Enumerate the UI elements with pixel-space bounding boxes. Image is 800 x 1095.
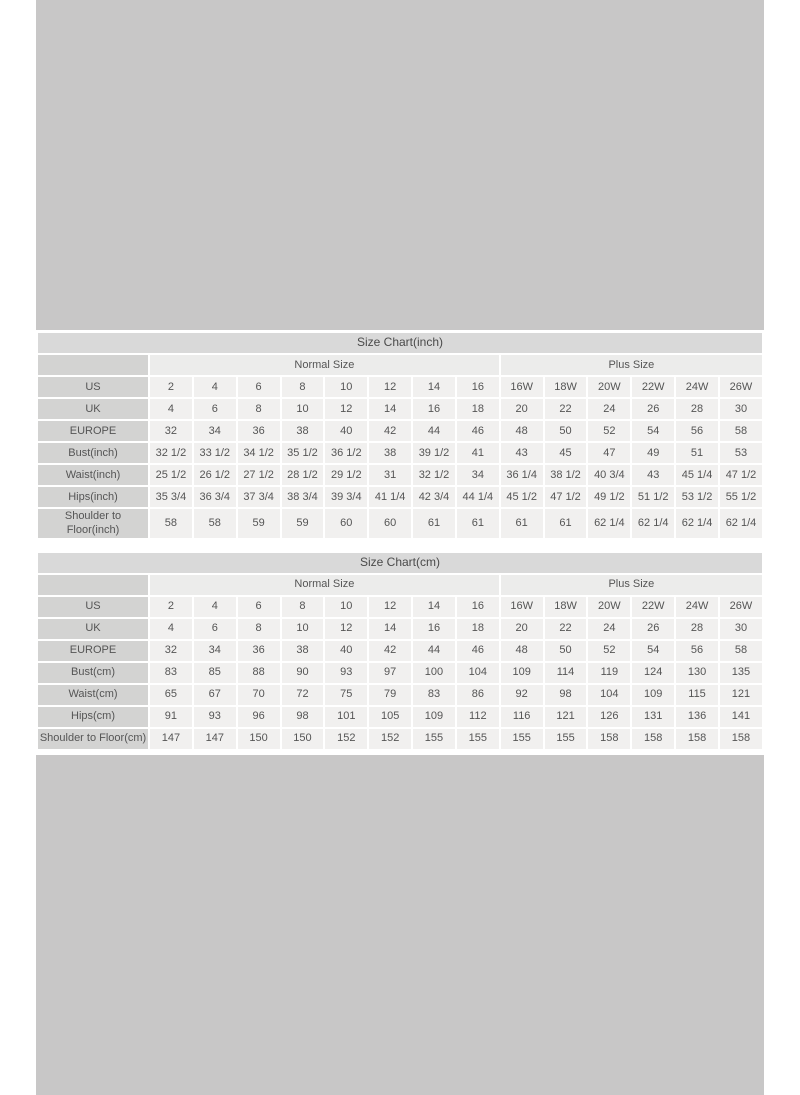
table-cell: 65 bbox=[150, 685, 192, 705]
table-cell: 90 bbox=[282, 663, 324, 683]
table-cell: 49 1/2 bbox=[588, 487, 630, 507]
table-cell: 24 bbox=[588, 619, 630, 639]
table-cell: 34 bbox=[194, 641, 236, 661]
column-group-label: Normal Size bbox=[150, 575, 499, 595]
table-cell: 52 bbox=[588, 421, 630, 441]
table-cell: 40 bbox=[325, 421, 367, 441]
table-cell: 121 bbox=[720, 685, 762, 705]
table-cell: 59 bbox=[282, 509, 324, 538]
table-cell: 6 bbox=[194, 619, 236, 639]
table-cell: 22 bbox=[545, 619, 587, 639]
table-cell: 62 1/4 bbox=[588, 509, 630, 538]
table-cell: 126 bbox=[588, 707, 630, 727]
table-cell: 72 bbox=[282, 685, 324, 705]
table-cell: 41 bbox=[457, 443, 499, 463]
table-cell: 49 bbox=[632, 443, 674, 463]
table-cell: 42 bbox=[369, 421, 411, 441]
table-cell: 20W bbox=[588, 597, 630, 617]
table-cell: 98 bbox=[545, 685, 587, 705]
row-label: Hips(cm) bbox=[38, 707, 148, 727]
table-cell: 105 bbox=[369, 707, 411, 727]
table-cell: 38 bbox=[282, 641, 324, 661]
table-cell: 79 bbox=[369, 685, 411, 705]
table-cell: 62 1/4 bbox=[720, 509, 762, 538]
table-cell: 47 1/2 bbox=[545, 487, 587, 507]
table-cell: 14 bbox=[369, 399, 411, 419]
table-cell: 26 1/2 bbox=[194, 465, 236, 485]
table-cell: 93 bbox=[194, 707, 236, 727]
table-cell: 34 1/2 bbox=[238, 443, 280, 463]
table-cell: 29 1/2 bbox=[325, 465, 367, 485]
row-label: Waist(inch) bbox=[38, 465, 148, 485]
table-cell: 16W bbox=[501, 597, 543, 617]
table-cell: 47 1/2 bbox=[720, 465, 762, 485]
size-chart-cm-table bbox=[36, 551, 764, 751]
table-cell: 44 bbox=[413, 641, 455, 661]
table-cell: 48 bbox=[501, 641, 543, 661]
table-cell: 61 bbox=[413, 509, 455, 538]
table-cell: 147 bbox=[194, 729, 236, 749]
table-cell: 46 bbox=[457, 421, 499, 441]
table-cell: 36 bbox=[238, 641, 280, 661]
table-cell: 36 3/4 bbox=[194, 487, 236, 507]
table-cell: 61 bbox=[457, 509, 499, 538]
row-label: Hips(inch) bbox=[38, 487, 148, 507]
content-column bbox=[36, 0, 764, 1095]
table-cell: 91 bbox=[150, 707, 192, 727]
table-cell: 40 3/4 bbox=[588, 465, 630, 485]
table-cell: 30 bbox=[720, 619, 762, 639]
table-cell: 92 bbox=[501, 685, 543, 705]
table-cell: 4 bbox=[150, 619, 192, 639]
table-cell: 97 bbox=[369, 663, 411, 683]
table-cell: 53 1/2 bbox=[676, 487, 718, 507]
table-cell: 8 bbox=[238, 399, 280, 419]
table-cell: 4 bbox=[194, 597, 236, 617]
table-cell: 58 bbox=[194, 509, 236, 538]
table-cell: 10 bbox=[282, 399, 324, 419]
table-cell: 20 bbox=[501, 399, 543, 419]
table-cell: 100 bbox=[413, 663, 455, 683]
table-cell: 38 bbox=[282, 421, 324, 441]
table-cell: 56 bbox=[676, 641, 718, 661]
table-cell: 2 bbox=[150, 597, 192, 617]
table-cell: 12 bbox=[369, 377, 411, 397]
table-cell: 135 bbox=[720, 663, 762, 683]
size-chart-inch-table bbox=[36, 331, 764, 540]
row-label: Bust(cm) bbox=[38, 663, 148, 683]
row-label: UK bbox=[38, 399, 148, 419]
table-cell: 8 bbox=[282, 377, 324, 397]
table-cell: 6 bbox=[238, 377, 280, 397]
table-cell: 35 1/2 bbox=[282, 443, 324, 463]
table-cell: 26 bbox=[632, 399, 674, 419]
table-cell: 58 bbox=[720, 641, 762, 661]
table-cell: 45 bbox=[545, 443, 587, 463]
row-label: Shoulder to Floor(inch) bbox=[38, 509, 148, 538]
table-cell: 39 1/2 bbox=[413, 443, 455, 463]
table-cell: 18 bbox=[457, 619, 499, 639]
table-cell: 35 3/4 bbox=[150, 487, 192, 507]
row-label: EUROPE bbox=[38, 641, 148, 661]
row-label: UK bbox=[38, 619, 148, 639]
table-cell: 54 bbox=[632, 641, 674, 661]
corner-cell bbox=[38, 575, 148, 595]
column-group-label: Plus Size bbox=[501, 575, 762, 595]
table-cell: 51 1/2 bbox=[632, 487, 674, 507]
table-cell: 155 bbox=[545, 729, 587, 749]
table-cell: 50 bbox=[545, 641, 587, 661]
table-cell: 158 bbox=[588, 729, 630, 749]
table-cell: 14 bbox=[369, 619, 411, 639]
table-cell: 22 bbox=[545, 399, 587, 419]
corner-cell bbox=[38, 355, 148, 375]
table-cell: 101 bbox=[325, 707, 367, 727]
table-cell: 60 bbox=[325, 509, 367, 538]
table-cell: 12 bbox=[369, 597, 411, 617]
table-cell: 38 bbox=[369, 443, 411, 463]
table-cell: 43 bbox=[501, 443, 543, 463]
table-cell: 26W bbox=[720, 597, 762, 617]
table-cell: 121 bbox=[545, 707, 587, 727]
table-cell: 56 bbox=[676, 421, 718, 441]
table-cell: 26 bbox=[632, 619, 674, 639]
table-cell: 12 bbox=[325, 619, 367, 639]
table-cell: 4 bbox=[194, 377, 236, 397]
table-cell: 36 1/4 bbox=[501, 465, 543, 485]
table-cell: 155 bbox=[413, 729, 455, 749]
table-cell: 40 bbox=[325, 641, 367, 661]
table-cell: 58 bbox=[150, 509, 192, 538]
table-cell: 32 bbox=[150, 421, 192, 441]
table-cell: 43 bbox=[632, 465, 674, 485]
table-cell: 16 bbox=[457, 597, 499, 617]
table-cell: 141 bbox=[720, 707, 762, 727]
table-cell: 6 bbox=[194, 399, 236, 419]
table-cell: 88 bbox=[238, 663, 280, 683]
table-cell: 45 1/4 bbox=[676, 465, 718, 485]
table-cell: 31 bbox=[369, 465, 411, 485]
table-cell: 98 bbox=[282, 707, 324, 727]
table-cell: 44 1/4 bbox=[457, 487, 499, 507]
row-label: Waist(cm) bbox=[38, 685, 148, 705]
table-cell: 93 bbox=[325, 663, 367, 683]
table-cell: 32 1/2 bbox=[150, 443, 192, 463]
table-cell: 16 bbox=[413, 619, 455, 639]
table-cell: 83 bbox=[413, 685, 455, 705]
table-cell: 109 bbox=[632, 685, 674, 705]
table-cell: 155 bbox=[457, 729, 499, 749]
table-cell: 42 bbox=[369, 641, 411, 661]
table-title: Size Chart(cm) bbox=[38, 553, 762, 573]
table-cell: 104 bbox=[588, 685, 630, 705]
table-cell: 44 bbox=[413, 421, 455, 441]
table-cell: 86 bbox=[457, 685, 499, 705]
table-cell: 18 bbox=[457, 399, 499, 419]
table-cell: 24 bbox=[588, 399, 630, 419]
table-cell: 32 1/2 bbox=[413, 465, 455, 485]
table-cell: 28 bbox=[676, 619, 718, 639]
table-cell: 38 3/4 bbox=[282, 487, 324, 507]
table-cell: 16 bbox=[413, 399, 455, 419]
table-cell: 48 bbox=[501, 421, 543, 441]
table-cell: 32 bbox=[150, 641, 192, 661]
table-cell: 28 bbox=[676, 399, 718, 419]
table-cell: 12 bbox=[325, 399, 367, 419]
table-title: Size Chart(inch) bbox=[38, 333, 762, 353]
product-image-placeholder-top bbox=[36, 0, 764, 330]
table-cell: 51 bbox=[676, 443, 718, 463]
table-cell: 62 1/4 bbox=[676, 509, 718, 538]
table-cell: 152 bbox=[369, 729, 411, 749]
table-cell: 150 bbox=[238, 729, 280, 749]
table-cell: 158 bbox=[632, 729, 674, 749]
column-group-label: Plus Size bbox=[501, 355, 762, 375]
table-cell: 158 bbox=[720, 729, 762, 749]
table-cell: 4 bbox=[150, 399, 192, 419]
table-cell: 59 bbox=[238, 509, 280, 538]
table-cell: 16W bbox=[501, 377, 543, 397]
table-cell: 62 1/4 bbox=[632, 509, 674, 538]
table-cell: 124 bbox=[632, 663, 674, 683]
row-label: US bbox=[38, 377, 148, 397]
table-cell: 18W bbox=[545, 597, 587, 617]
table-cell: 85 bbox=[194, 663, 236, 683]
table-cell: 109 bbox=[501, 663, 543, 683]
table-cell: 115 bbox=[676, 685, 718, 705]
table-cell: 10 bbox=[282, 619, 324, 639]
row-label: US bbox=[38, 597, 148, 617]
table-cell: 152 bbox=[325, 729, 367, 749]
table-cell: 116 bbox=[501, 707, 543, 727]
table-cell: 6 bbox=[238, 597, 280, 617]
table-cell: 10 bbox=[325, 377, 367, 397]
table-cell: 8 bbox=[238, 619, 280, 639]
table-cell: 119 bbox=[588, 663, 630, 683]
table-cell: 27 1/2 bbox=[238, 465, 280, 485]
table-cell: 61 bbox=[501, 509, 543, 538]
table-cell: 22W bbox=[632, 597, 674, 617]
table-cell: 75 bbox=[325, 685, 367, 705]
table-cell: 24W bbox=[676, 597, 718, 617]
row-label: Bust(inch) bbox=[38, 443, 148, 463]
table-cell: 20W bbox=[588, 377, 630, 397]
table-cell: 28 1/2 bbox=[282, 465, 324, 485]
table-cell: 58 bbox=[720, 421, 762, 441]
table-cell: 25 1/2 bbox=[150, 465, 192, 485]
table-cell: 14 bbox=[413, 377, 455, 397]
table-cell: 10 bbox=[325, 597, 367, 617]
table-cell: 112 bbox=[457, 707, 499, 727]
table-cell: 114 bbox=[545, 663, 587, 683]
table-cell: 30 bbox=[720, 399, 762, 419]
table-cell: 131 bbox=[632, 707, 674, 727]
table-cell: 45 1/2 bbox=[501, 487, 543, 507]
table-cell: 41 1/4 bbox=[369, 487, 411, 507]
table-cell: 50 bbox=[545, 421, 587, 441]
column-group-label: Normal Size bbox=[150, 355, 499, 375]
table-cell: 24W bbox=[676, 377, 718, 397]
table-cell: 14 bbox=[413, 597, 455, 617]
table-cell: 109 bbox=[413, 707, 455, 727]
product-image-placeholder-bottom bbox=[36, 755, 764, 1095]
table-cell: 8 bbox=[282, 597, 324, 617]
table-cell: 61 bbox=[545, 509, 587, 538]
table-cell: 42 3/4 bbox=[413, 487, 455, 507]
table-cell: 60 bbox=[369, 509, 411, 538]
table-cell: 36 bbox=[238, 421, 280, 441]
table-cell: 130 bbox=[676, 663, 718, 683]
table-cell: 20 bbox=[501, 619, 543, 639]
table-cell: 47 bbox=[588, 443, 630, 463]
table-cell: 147 bbox=[150, 729, 192, 749]
row-label: EUROPE bbox=[38, 421, 148, 441]
table-cell: 54 bbox=[632, 421, 674, 441]
table-cell: 33 1/2 bbox=[194, 443, 236, 463]
table-cell: 34 bbox=[457, 465, 499, 485]
table-cell: 34 bbox=[194, 421, 236, 441]
table-cell: 96 bbox=[238, 707, 280, 727]
table-cell: 150 bbox=[282, 729, 324, 749]
table-cell: 38 1/2 bbox=[545, 465, 587, 485]
table-cell: 46 bbox=[457, 641, 499, 661]
table-cell: 55 1/2 bbox=[720, 487, 762, 507]
table-cell: 158 bbox=[676, 729, 718, 749]
table-cell: 39 3/4 bbox=[325, 487, 367, 507]
table-cell: 155 bbox=[501, 729, 543, 749]
table-cell: 53 bbox=[720, 443, 762, 463]
table-cell: 67 bbox=[194, 685, 236, 705]
table-cell: 26W bbox=[720, 377, 762, 397]
table-cell: 136 bbox=[676, 707, 718, 727]
row-label: Shoulder to Floor(cm) bbox=[38, 729, 148, 749]
table-cell: 22W bbox=[632, 377, 674, 397]
table-cell: 104 bbox=[457, 663, 499, 683]
table-cell: 16 bbox=[457, 377, 499, 397]
table-cell: 70 bbox=[238, 685, 280, 705]
table-cell: 52 bbox=[588, 641, 630, 661]
table-cell: 36 1/2 bbox=[325, 443, 367, 463]
table-cell: 83 bbox=[150, 663, 192, 683]
table-cell: 18W bbox=[545, 377, 587, 397]
table-cell: 2 bbox=[150, 377, 192, 397]
table-cell: 37 3/4 bbox=[238, 487, 280, 507]
